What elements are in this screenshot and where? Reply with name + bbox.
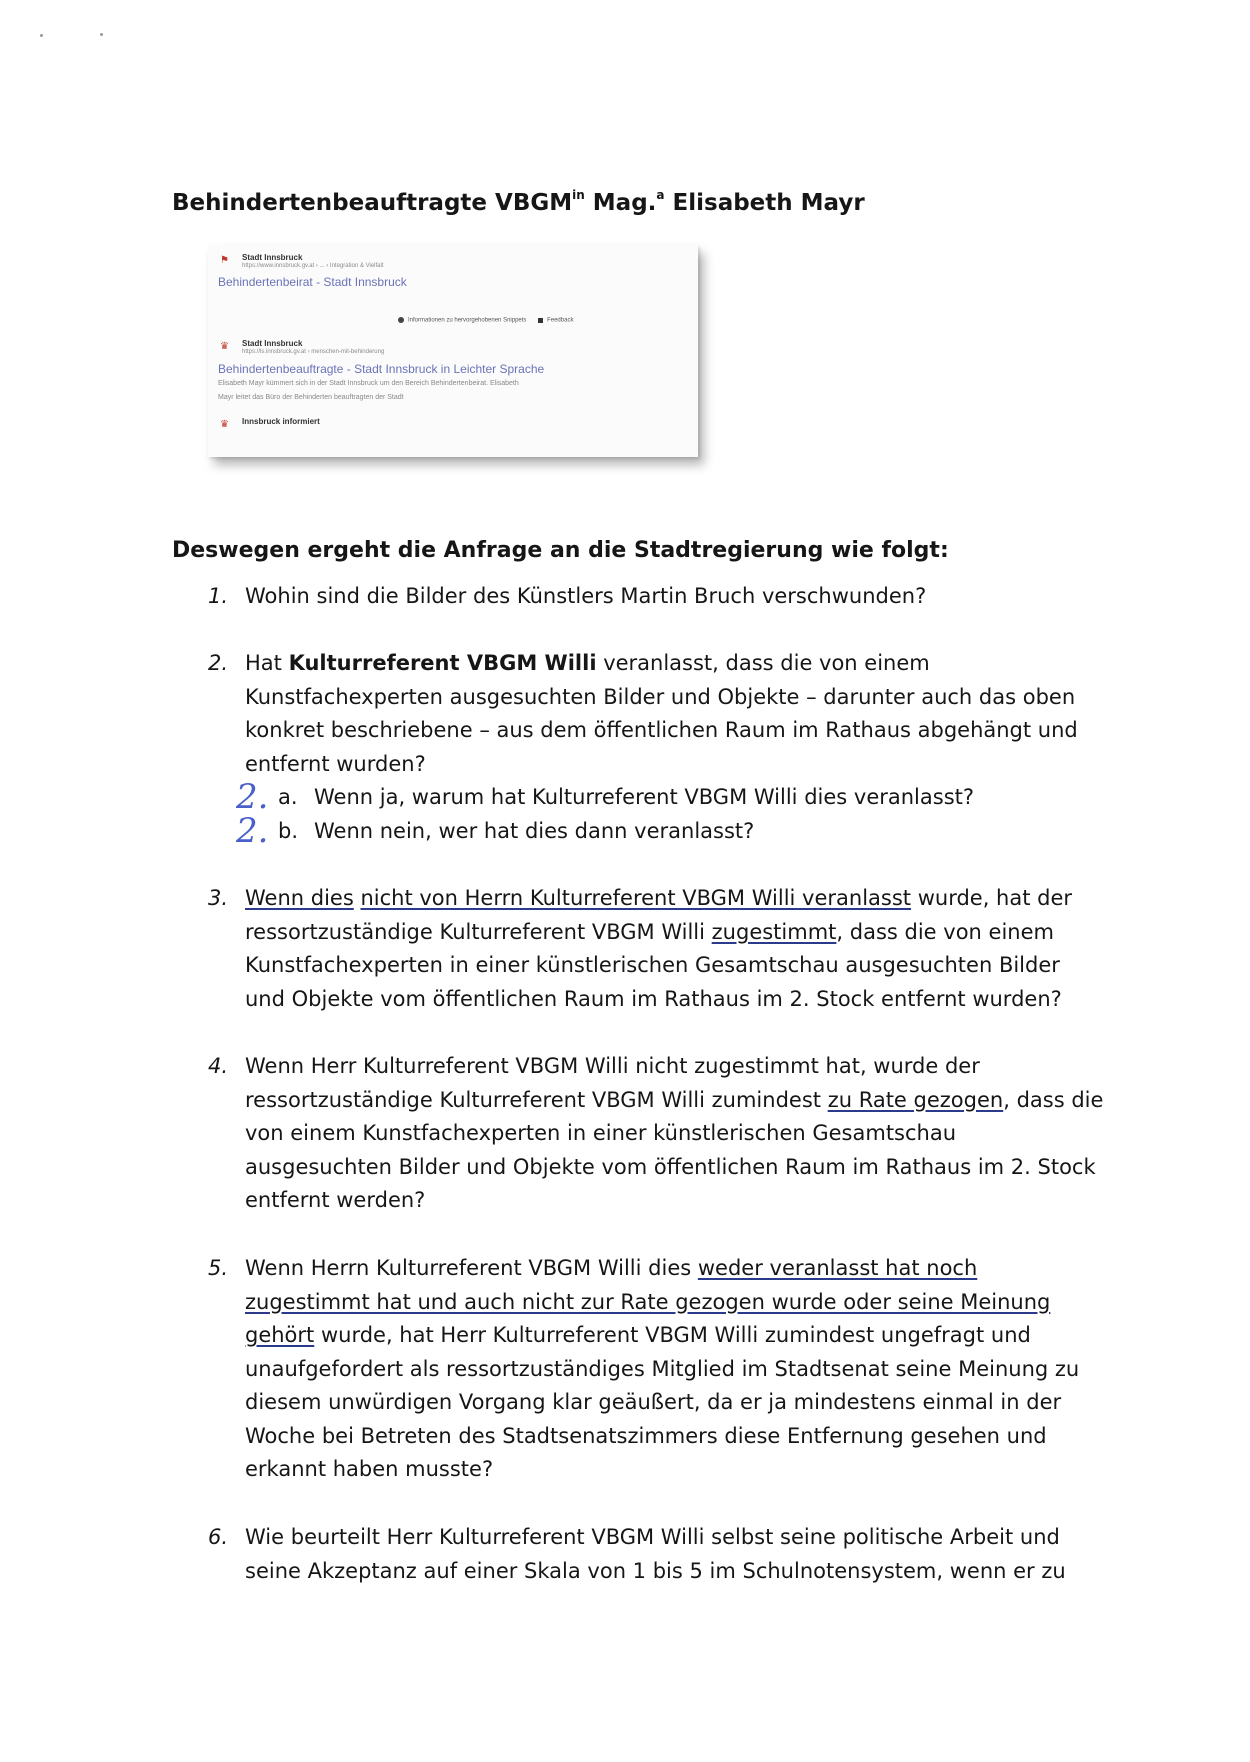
heading-superscript-a: a <box>656 188 665 203</box>
question-4-number: 4. <box>208 1054 229 1078</box>
question-2a-text: Wenn ja, warum hat Kulturreferent VBGM Willi dies veranlasst? <box>314 785 975 809</box>
document-heading <box>172 190 865 216</box>
snippet-feedback-row <box>398 317 573 324</box>
feedback-label: Feedback <box>547 317 574 324</box>
city-crest-icon-2: ♛ <box>220 419 229 430</box>
info-dot-icon <box>398 317 404 323</box>
heading-suffix: Elisabeth Mayr <box>664 190 865 216</box>
result2-snippet <box>218 377 658 405</box>
question-1-number: 1. <box>208 584 229 608</box>
question-2-number: 2. <box>208 651 229 675</box>
section-title: Deswegen ergeht die Anfrage an die Stadtregierung wie folgt: <box>172 538 949 563</box>
feedback-square-icon <box>538 318 543 323</box>
question-4-text-part1: Wenn Herr Kulturreferent VBGM Willi nicht zugestimmt hat, wurde der ressortzuständige Kulturreferent VBGM Willi zumindest <box>245 1054 980 1112</box>
city-crest-icon: ♛ <box>220 341 229 352</box>
question-2b-text: Wenn nein, wer hat dies dann veranlasst? <box>314 819 755 843</box>
question-2-text <box>245 647 1105 781</box>
question-3-text-part2: , dass die von einem Kunstfachexperten in einer künstlerischen Gesamtschau ausgesuchten Bilder und Objekte vom öffentlichen Raum im Rathaus im 2. Stock entfernt wurden? <box>245 919 1062 1011</box>
question-5-text-part2: wurde, hat Herr Kulturreferent VBGM Willi zumindest ungefragt und unaufgefordert als ressortzuständiges Mitglied im Stadtsenat seine Meinung zu diesem unwürdigen Vorgang klar geäußert, da er ja mindestens einmal in der Woche bei Betreten des Stadtsenatszimmers diese Entfernung gesehen und erkannt haben musste? <box>245 1323 1080 1481</box>
question-2b <box>278 815 755 849</box>
question-3-number: 3. <box>208 886 229 910</box>
result1-url: https://www.innsbruck.gv.at › ... › Integration & Vielfalt <box>242 263 384 269</box>
question-2a <box>278 781 975 815</box>
search-result-screenshot <box>208 245 698 457</box>
question-6-number: 6. <box>208 1525 229 1549</box>
heading-middle: Mag. <box>584 190 657 216</box>
heading-prefix: Behindertenbeauftragte VBGM <box>172 190 573 216</box>
heading-superscript-in: in <box>572 188 585 203</box>
result2-site: Stadt Innsbruck <box>242 339 303 348</box>
result2-title: Behindertenbeauftragte - Stadt Innsbruck in Leichter Sprache <box>218 362 545 376</box>
result2-url: https://ls.innsbruck.gv.at › menschen-mit-behinderung <box>242 349 385 355</box>
result2-snippet-line2: Mayr leitet das Büro der Behinderten beauftragten der Stadt <box>218 394 404 401</box>
city-favicon-icon: ⚑ <box>220 255 229 266</box>
question-2-text-part1: Hat <box>245 651 289 675</box>
question-5-text-part1: Wenn Herrn Kulturreferent VBGM Willi dies <box>245 1256 698 1280</box>
handwritten-mark-2b: 2. <box>236 811 269 851</box>
result3-site: Innsbruck informiert <box>242 417 320 426</box>
question-3-underline-2: nicht von Herrn Kulturreferent VBGM Willi veranlasst <box>360 886 912 910</box>
snippet-info-text: Informationen zu hervorgehobenen Snippets <box>408 317 527 324</box>
question-2a-label: a. <box>278 785 298 809</box>
question-5-underline: weder veranlasst hat noch zugestimmt hat und auch nicht zur Rate gezogen wurde oder seine Meinung gehört <box>245 1256 1051 1347</box>
question-5-text <box>245 1252 1105 1487</box>
question-3-underline-3: zugestimmt <box>711 919 837 944</box>
question-3-text <box>245 882 1105 1016</box>
question-4-underline: zu Rate gezogen <box>827 1087 1004 1112</box>
question-4-text-part2: , dass die von einem Kunstfachexperten in einer künstlerischen Gesamtschau ausgesuchten Bilder und Objekte vom öffentlichen Raum im Rathaus im 2. Stock entfernt werden? <box>245 1087 1104 1212</box>
question-3-text-part1: wurde, hat der ressortzuständige Kulturreferent VBGM Willi <box>245 886 1073 944</box>
question-5-number: 5. <box>208 1256 229 1280</box>
question-6-text: Wie beurteilt Herr Kulturreferent VBGM Willi selbst seine politische Arbeit und seine Akzeptanz auf einer Skala von 1 bis 5 im Schulnotensystem, wenn er zu <box>245 1525 1066 1583</box>
question-1-text: Wohin sind die Bilder des Künstlers Martin Bruch verschwunden? <box>245 584 927 608</box>
question-4-text <box>245 1050 1105 1218</box>
question-2-text-part2: veranlasst, dass die von einem Kunstfachexperten ausgesuchten Bilder und Objekte – darunter auch das oben konkret beschriebene – aus dem öffentlichen Raum im Rathaus abgehängt und entfernt wurden? <box>245 651 1078 776</box>
result1-title: Behindertenbeirat - Stadt Innsbruck <box>218 275 407 289</box>
handwritten-mark-2a: 2. <box>236 777 269 817</box>
question-3-underline-1: Wenn dies <box>245 886 354 910</box>
result2-snippet-line1: Elisabeth Mayr kümmert sich in der Stadt Innsbruck um den Bereich Behindertenbeirat. Elisabeth <box>218 380 519 387</box>
result1-site: Stadt Innsbruck <box>242 253 303 262</box>
question-2b-label: b. <box>278 819 299 843</box>
question-2-bold-name: Kulturreferent VBGM Willi <box>288 651 597 675</box>
